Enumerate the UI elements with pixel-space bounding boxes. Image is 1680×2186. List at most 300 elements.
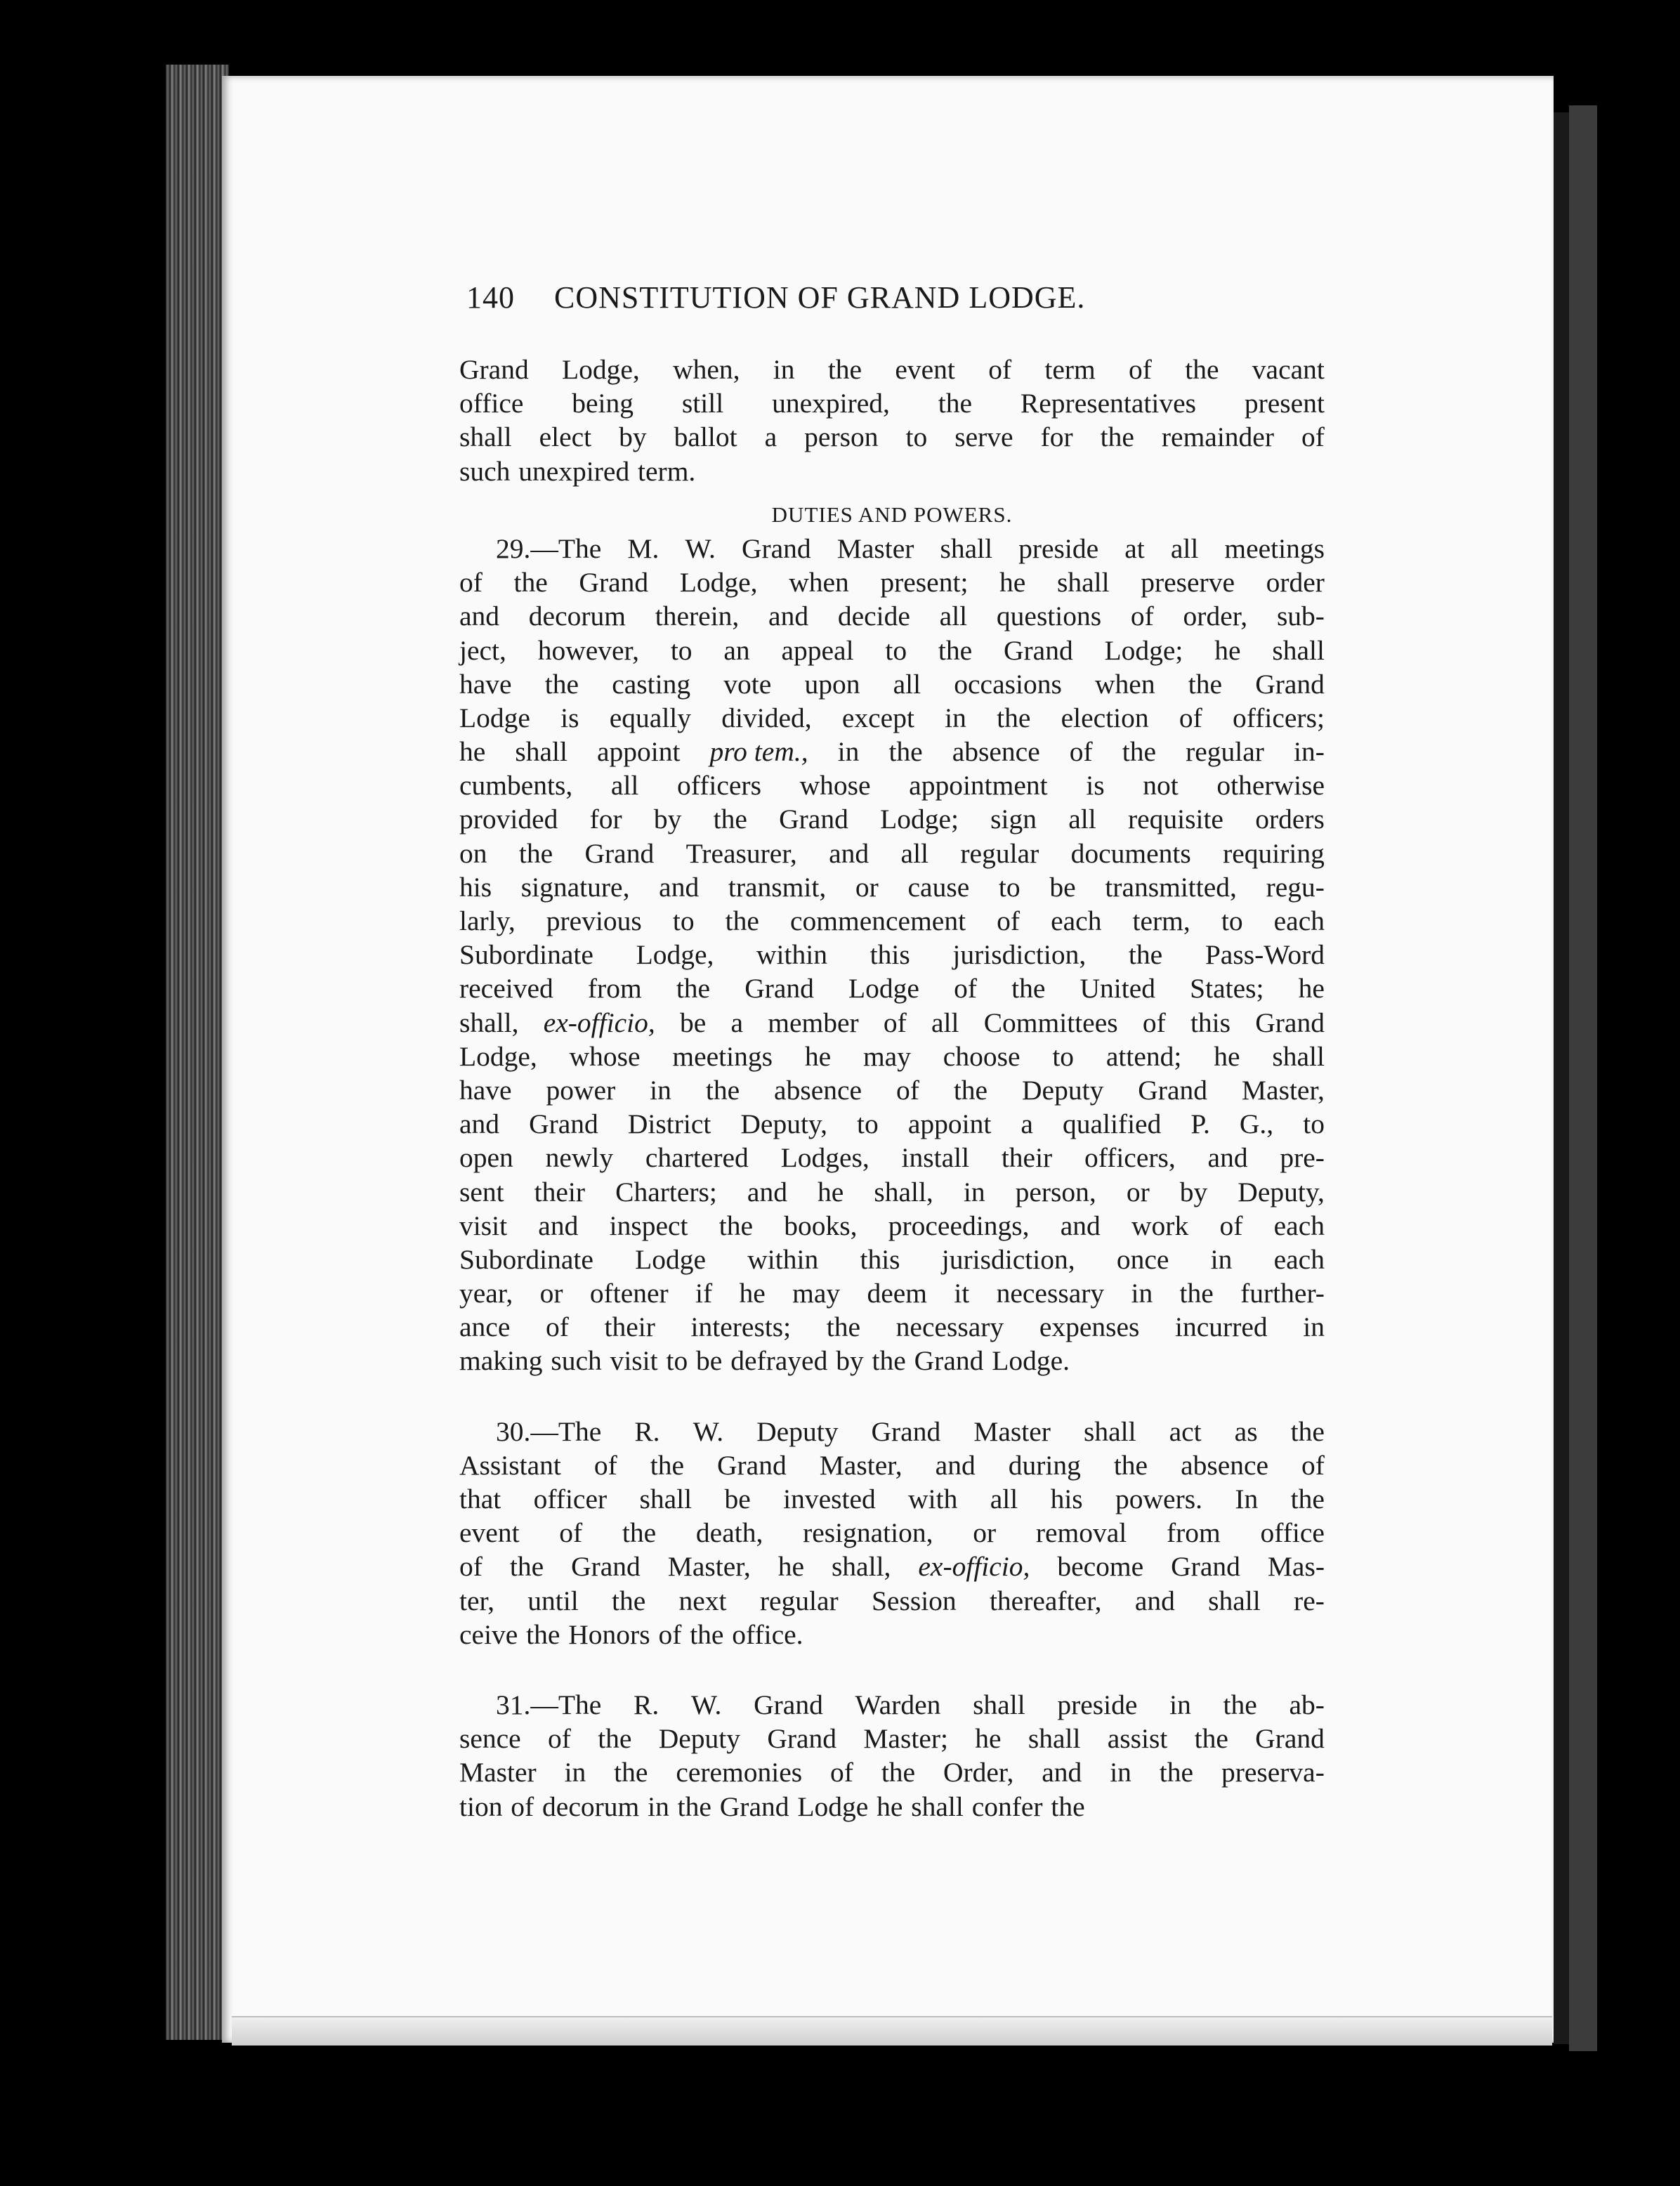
- word: the: [1051, 1791, 1085, 1822]
- word: Lodge: [635, 1243, 707, 1275]
- word: making: [459, 1345, 543, 1377]
- word: previous: [546, 905, 642, 936]
- text-line: [459, 1550, 1325, 1583]
- word: Master: [973, 1415, 1051, 1447]
- word: absence: [952, 736, 1040, 768]
- word: officers: [677, 770, 761, 801]
- word: shall: [1083, 1415, 1136, 1447]
- word: he: [975, 1723, 1002, 1755]
- word: until: [527, 1585, 579, 1616]
- word: may: [792, 1278, 841, 1309]
- word: powers.: [1115, 1484, 1202, 1514]
- word: the: [509, 1551, 544, 1583]
- word: decorum: [542, 1791, 640, 1822]
- word: an: [723, 634, 750, 666]
- word: otherwise: [1216, 770, 1325, 801]
- word: in: [564, 1757, 586, 1788]
- word: shall: [940, 532, 993, 564]
- word: be: [679, 1007, 707, 1038]
- word: preserve: [1141, 567, 1235, 598]
- word: or: [855, 871, 879, 903]
- word: within: [747, 1243, 819, 1275]
- word: all: [1068, 804, 1096, 835]
- word: the: [881, 1757, 916, 1788]
- word: all: [931, 1007, 959, 1038]
- word: the: [872, 1345, 906, 1377]
- word: preside: [1018, 532, 1099, 564]
- word: term,: [1132, 905, 1190, 936]
- word: decide: [837, 601, 910, 632]
- word: of: [658, 1618, 682, 1650]
- word: with: [908, 1484, 958, 1514]
- word: their: [1001, 1142, 1053, 1174]
- word: and: [459, 1108, 500, 1140]
- word: officers;: [1233, 702, 1325, 733]
- word: as: [1234, 1415, 1258, 1447]
- word: Grand: [1255, 668, 1325, 700]
- word: he: [999, 567, 1026, 598]
- word: of: [559, 1517, 583, 1549]
- word: he: [459, 736, 486, 768]
- word: that: [459, 1484, 501, 1514]
- word: Grand: [529, 1108, 598, 1140]
- word: ex-officio,: [918, 1551, 1030, 1583]
- word: regu-: [1266, 871, 1325, 903]
- word: present: [1244, 388, 1325, 419]
- word: all: [610, 770, 639, 801]
- word: the: [650, 1449, 684, 1481]
- word: Deputy: [1022, 1074, 1104, 1106]
- word: Grand: [719, 1791, 789, 1822]
- word: transmitted,: [1105, 871, 1237, 903]
- word: Lodge;: [880, 804, 959, 835]
- word: oftener: [589, 1278, 669, 1309]
- word: decorum: [528, 601, 626, 632]
- text-line: [459, 802, 1325, 836]
- word: a: [1021, 1108, 1033, 1140]
- word: incurred: [1175, 1311, 1268, 1343]
- word: vote: [723, 668, 772, 700]
- word: within: [756, 939, 827, 971]
- word: Mas-: [1267, 1551, 1325, 1583]
- word: States;: [1190, 973, 1264, 1004]
- word: the: [611, 1585, 646, 1616]
- word: to: [885, 634, 907, 666]
- word: he: [877, 1791, 903, 1822]
- word: of: [1069, 736, 1093, 768]
- word: each: [1273, 1210, 1325, 1241]
- word: whose: [569, 1040, 641, 1072]
- text-line: [459, 1141, 1325, 1174]
- word: event: [459, 1517, 520, 1549]
- text-line: [459, 454, 1325, 488]
- word: books,: [784, 1210, 858, 1241]
- text-line: [459, 735, 1325, 768]
- word: in: [1169, 1689, 1191, 1720]
- word: the: [676, 973, 711, 1004]
- running-title: CONSTITUTION OF GRAND LODGE.: [554, 280, 1086, 315]
- word: Representatives: [1020, 388, 1196, 419]
- word: have: [459, 668, 512, 700]
- word: in: [1210, 1243, 1233, 1275]
- word: become: [1057, 1551, 1144, 1583]
- word: Grand: [716, 1449, 787, 1481]
- word: the: [953, 1074, 988, 1106]
- word: whose: [799, 770, 871, 801]
- word: Session: [871, 1585, 957, 1616]
- word: Lodge,: [459, 1040, 537, 1072]
- word: or: [973, 1517, 997, 1549]
- word: casting: [612, 668, 691, 700]
- running-head: [466, 280, 1323, 315]
- word: in: [945, 702, 966, 733]
- word: remainder: [1161, 421, 1274, 453]
- word: ceremonies: [676, 1757, 803, 1788]
- word: work: [1131, 1210, 1189, 1241]
- word: Grand: [584, 837, 655, 869]
- word: in: [1131, 1278, 1153, 1309]
- word: divided,: [721, 702, 812, 733]
- word: and: [1060, 1210, 1101, 1241]
- text-line: [459, 1243, 1325, 1276]
- word: shall: [1028, 1723, 1081, 1755]
- word: election: [1061, 702, 1149, 733]
- word: ject,: [459, 634, 506, 666]
- text-line: [459, 599, 1325, 633]
- word: sent: [459, 1176, 504, 1207]
- word: the: [1188, 668, 1223, 700]
- text-line: [459, 386, 1325, 420]
- word: appointment: [909, 770, 1048, 801]
- word: a: [730, 1007, 744, 1038]
- word: shall,: [831, 1551, 891, 1583]
- word: the: [827, 354, 862, 385]
- word: defrayed: [730, 1345, 828, 1377]
- word: requiring: [1223, 837, 1325, 869]
- word: shall,: [874, 1176, 933, 1207]
- word: Order,: [943, 1757, 1014, 1788]
- word: tion: [459, 1791, 503, 1822]
- word: officers,: [1084, 1142, 1176, 1174]
- text-line: [459, 938, 1325, 971]
- word: to: [857, 1108, 879, 1140]
- word: of: [954, 973, 977, 1004]
- word: ter,: [459, 1585, 494, 1616]
- word: absence: [1181, 1449, 1269, 1481]
- word: the: [1122, 736, 1157, 768]
- word: choose: [943, 1040, 1021, 1072]
- word: confer: [971, 1791, 1043, 1822]
- word: and: [747, 1176, 787, 1207]
- word: 29.—The: [496, 532, 602, 564]
- word: serve: [954, 421, 1013, 453]
- word: the: [518, 837, 553, 869]
- word: when: [789, 567, 849, 598]
- word: Lodge: [848, 973, 919, 1004]
- text-line: [459, 870, 1325, 904]
- word: Grand: [1138, 1074, 1207, 1106]
- word: Warden: [855, 1689, 941, 1720]
- word: the: [888, 736, 923, 768]
- text-line: [459, 667, 1325, 701]
- word: his: [1050, 1484, 1083, 1514]
- word: power: [546, 1074, 616, 1106]
- word: office: [459, 388, 524, 419]
- word: Master: [836, 532, 914, 564]
- paragraph-gap: [459, 1378, 1325, 1415]
- word: in: [1110, 1757, 1131, 1788]
- word: shall: [911, 1791, 964, 1822]
- word: and: [659, 871, 700, 903]
- word: shall: [515, 736, 567, 768]
- word: larly,: [459, 905, 516, 936]
- word: the: [614, 1757, 648, 1788]
- word: open: [459, 1142, 513, 1174]
- word: by: [653, 804, 682, 835]
- word: in: [963, 1176, 985, 1207]
- word: absence: [774, 1074, 862, 1106]
- word: sub-: [1276, 601, 1325, 632]
- text-line: [459, 768, 1325, 802]
- word: the: [705, 1074, 740, 1106]
- word: term: [1044, 354, 1096, 385]
- word: Honors: [568, 1618, 650, 1650]
- text-line: [459, 701, 1325, 735]
- word: and: [538, 1210, 579, 1241]
- word: proceedings,: [888, 1210, 1030, 1241]
- word: invested: [783, 1484, 876, 1514]
- word: transmit,: [728, 871, 827, 903]
- word: install: [901, 1142, 970, 1174]
- word: or: [1126, 1176, 1150, 1207]
- word: the: [1290, 1415, 1325, 1447]
- word: cumbents,: [459, 770, 573, 801]
- word: District: [627, 1108, 711, 1140]
- word: all: [990, 1484, 1018, 1514]
- word: appoint: [597, 736, 681, 768]
- word: the: [997, 702, 1031, 733]
- text-line: [459, 1755, 1325, 1789]
- word: In: [1235, 1484, 1259, 1514]
- word: Committees: [983, 1007, 1118, 1038]
- word: qualified: [1062, 1108, 1162, 1140]
- word: United: [1079, 973, 1156, 1004]
- word: cause: [907, 871, 970, 903]
- word: assist: [1107, 1723, 1168, 1755]
- word: to: [905, 421, 928, 453]
- word: present;: [880, 567, 969, 598]
- paragraph-gap: [459, 1651, 1325, 1688]
- word: ballot: [674, 421, 737, 453]
- word: Grand: [779, 804, 848, 835]
- word: office.: [732, 1618, 803, 1650]
- word: their: [534, 1176, 586, 1207]
- word: of: [883, 1007, 907, 1038]
- word: of: [1301, 1449, 1325, 1481]
- word: and: [935, 1449, 976, 1481]
- word: the: [1100, 421, 1134, 453]
- word: of: [830, 1757, 853, 1788]
- word: shall: [973, 1689, 1025, 1720]
- word: member: [768, 1007, 859, 1038]
- word: order: [1266, 567, 1325, 598]
- word: his: [459, 871, 492, 903]
- word: thereafter,: [989, 1585, 1102, 1616]
- word: from: [1167, 1517, 1221, 1549]
- word: Deputy,: [740, 1108, 827, 1140]
- word: visit: [459, 1210, 508, 1241]
- word: each: [1273, 1243, 1325, 1275]
- word: jurisdiction,: [952, 939, 1087, 971]
- word: G.,: [1239, 1108, 1274, 1140]
- word: ceive: [459, 1618, 518, 1650]
- word: he: [739, 1278, 766, 1309]
- word: shall: [1208, 1585, 1261, 1616]
- word: resignation,: [803, 1517, 933, 1549]
- word: ex-officio,: [543, 1007, 655, 1038]
- word: vacant: [1252, 354, 1325, 385]
- word: unexpired: [518, 455, 630, 487]
- word: this: [860, 1243, 900, 1275]
- word: the: [1194, 1723, 1228, 1755]
- word: Treasurer,: [685, 837, 797, 869]
- word: Deputy: [658, 1723, 741, 1755]
- word: meetings: [1224, 532, 1325, 564]
- word: equally: [609, 702, 692, 733]
- word: term.: [638, 455, 696, 487]
- word: office: [1260, 1517, 1325, 1549]
- word: all: [1170, 532, 1199, 564]
- word: for: [589, 804, 622, 835]
- word: at: [1124, 532, 1145, 564]
- word: the: [513, 567, 548, 598]
- word: shall: [459, 421, 512, 453]
- word: is: [1086, 770, 1105, 801]
- word: Grand: [1255, 1007, 1325, 1038]
- word: newly: [545, 1142, 614, 1174]
- word: to: [1303, 1108, 1325, 1140]
- paragraph-30: [459, 1415, 1325, 1651]
- word: for: [1040, 421, 1073, 453]
- word: of: [548, 1723, 571, 1755]
- word: visit: [610, 1345, 658, 1377]
- word: act: [1169, 1415, 1202, 1447]
- word: meetings: [672, 1040, 773, 1072]
- word: death,: [695, 1517, 763, 1549]
- word: Lodge.: [992, 1345, 1070, 1377]
- word: attend;: [1105, 1040, 1182, 1072]
- word: M.: [627, 532, 659, 564]
- word: Grand: [579, 567, 649, 598]
- word: each: [1273, 905, 1325, 936]
- word: sence: [459, 1723, 521, 1755]
- word: once: [1116, 1243, 1169, 1275]
- text-line: [459, 532, 1325, 565]
- body-text: [459, 353, 1325, 1824]
- text-line: [459, 1415, 1325, 1448]
- word: Grand: [767, 1723, 837, 1755]
- text-line: [459, 634, 1325, 667]
- word: when,: [673, 354, 740, 385]
- word: when: [1095, 668, 1155, 700]
- word: chartered: [645, 1142, 749, 1174]
- word: the: [938, 388, 973, 419]
- word: he: [1214, 634, 1241, 666]
- word: the: [1290, 1484, 1325, 1514]
- word: ab-: [1289, 1689, 1325, 1720]
- word: Grand: [1171, 1551, 1240, 1583]
- word: may: [862, 1040, 911, 1072]
- word: interests;: [690, 1311, 792, 1343]
- word: occasions: [954, 668, 1062, 700]
- word: Master;: [863, 1723, 948, 1755]
- word: next: [678, 1585, 727, 1616]
- word: pro tem.,: [709, 736, 808, 768]
- word: further-: [1240, 1278, 1325, 1309]
- word: the: [690, 1618, 724, 1650]
- word: upon: [804, 668, 860, 700]
- word: appeal: [781, 634, 854, 666]
- word: removal: [1035, 1517, 1127, 1549]
- word: sign: [990, 804, 1037, 835]
- word: commencement: [790, 905, 966, 936]
- word: of: [1142, 1007, 1166, 1038]
- word: R.: [633, 1689, 659, 1720]
- word: be: [1049, 871, 1076, 903]
- word: unexpired,: [772, 388, 890, 419]
- word: the: [938, 634, 973, 666]
- paragraph-31: [459, 1688, 1325, 1824]
- word: Subordinate: [459, 1243, 593, 1275]
- word: from: [587, 973, 642, 1004]
- word: such: [459, 455, 511, 487]
- word: Master,: [819, 1449, 903, 1481]
- word: of: [988, 354, 1012, 385]
- text-line: [459, 1790, 1325, 1824]
- word: Charters;: [615, 1176, 717, 1207]
- word: preserva-: [1221, 1757, 1325, 1788]
- word: the: [677, 1791, 711, 1822]
- word: Grand: [871, 1415, 941, 1447]
- word: person: [804, 421, 879, 453]
- word: he: [777, 1551, 804, 1583]
- word: of: [1129, 354, 1152, 385]
- word: elect: [539, 421, 592, 453]
- word: the: [1159, 1757, 1194, 1788]
- text-line: [459, 1310, 1325, 1344]
- word: the: [1113, 1449, 1148, 1481]
- word: during: [1008, 1449, 1081, 1481]
- section-heading: DUTIES AND POWERS.: [771, 502, 1013, 527]
- word: Assistant: [459, 1449, 561, 1481]
- word: to: [998, 871, 1021, 903]
- page-edges: [166, 65, 229, 2040]
- word: W.: [685, 532, 716, 564]
- word: provided: [459, 804, 558, 835]
- text-line: [459, 1688, 1325, 1722]
- word: and: [1134, 1585, 1175, 1616]
- word: except: [841, 702, 914, 733]
- word: in: [1303, 1311, 1325, 1343]
- word: the: [718, 1210, 753, 1241]
- word: in: [837, 736, 860, 768]
- word: Lodge;: [1104, 634, 1183, 666]
- page-bottom-edge: [232, 2016, 1552, 2046]
- text-line: [459, 353, 1325, 386]
- word: all: [900, 837, 929, 869]
- gutter-shadow: [1554, 112, 1569, 2044]
- word: regular: [1186, 736, 1264, 768]
